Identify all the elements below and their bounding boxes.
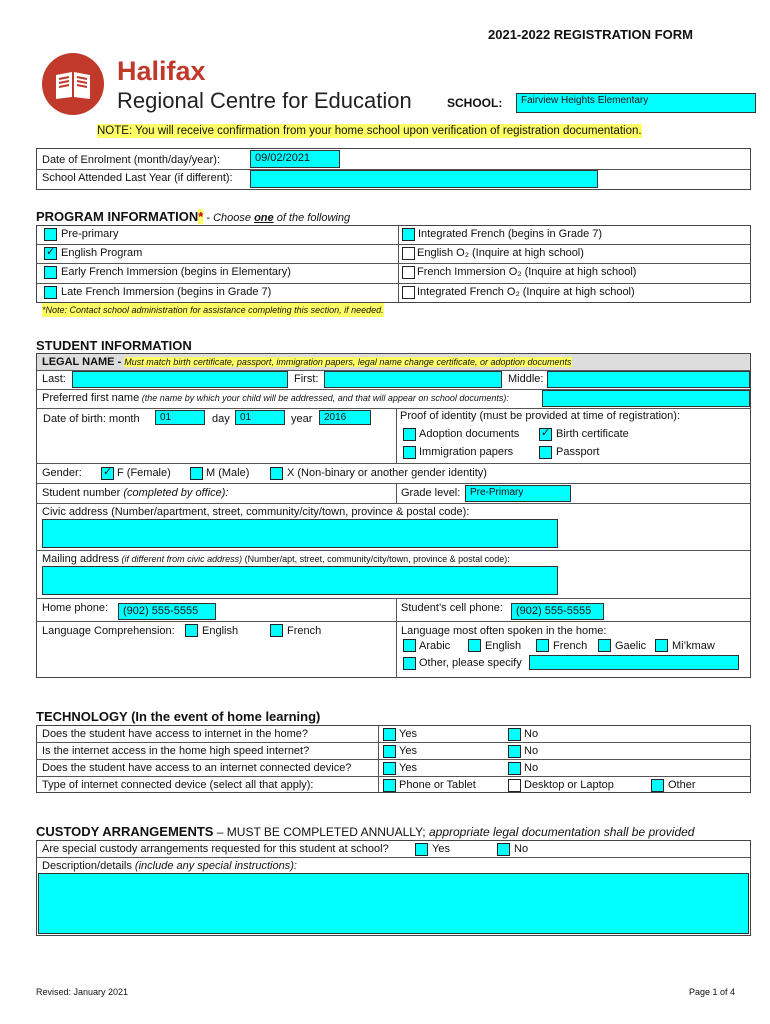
tech-q3-no-label: No: [524, 762, 539, 774]
tech-q3-yes-label: Yes: [399, 762, 417, 774]
gender-male-checkbox[interactable]: [190, 467, 203, 480]
revised-date: Revised: January 2021: [36, 987, 129, 997]
spoken-french-label: French: [553, 640, 588, 652]
early-french-label: Early French Immersion (begins in Elementary): [61, 266, 291, 278]
civic-label: Civic address (Number/apartment, street, community/city/town, province & postal code):: [42, 506, 470, 518]
integrated-french-label: Integrated French (begins in Grade 7): [418, 228, 603, 240]
tech-phone-label: Phone or Tablet: [399, 779, 476, 791]
cell-phone-label: Student’s cell phone:: [401, 602, 503, 614]
custody-heading: CUSTODY ARRANGEMENTS – MUST BE COMPLETED ANNUALLY; appropriate legal documentation shall be provided: [36, 824, 695, 839]
immigration-checkbox[interactable]: [403, 446, 416, 459]
integrated-french-checkbox[interactable]: [402, 228, 415, 241]
spoken-french-checkbox[interactable]: [536, 639, 549, 652]
tech-q3-no-checkbox[interactable]: [508, 762, 521, 775]
immigration-label: Immigration papers: [419, 446, 514, 458]
tech-q2-no-checkbox[interactable]: [508, 745, 521, 758]
integrated-french-o2-label: Integrated French O₂ (Inquire at high school): [417, 286, 635, 298]
birth-cert-label: Birth certificate: [556, 428, 629, 440]
logo-subtitle: Regional Centre for Education: [117, 88, 412, 113]
note-confirmation: NOTE: You will receive confirmation from your home school upon verification of registration documentation.: [97, 125, 642, 137]
dob-year-field[interactable]: 2016: [319, 410, 371, 425]
grade-label: Grade level:: [401, 487, 461, 499]
school-label: SCHOOL:: [447, 96, 503, 110]
tech-phone-checkbox[interactable]: [383, 779, 396, 792]
dob-label: Date of birth: month: [43, 413, 140, 425]
spoken-english-label: English: [485, 640, 522, 652]
cell-phone-field[interactable]: (902) 555-5555: [511, 603, 604, 620]
spoken-arabic-label: Arabic: [419, 640, 451, 652]
page-number: Page 1 of 4: [689, 987, 736, 997]
gender-x-label: X (Non-binary or another gender identity): [287, 467, 487, 479]
comprehension-english-label: English: [202, 625, 239, 637]
passport-label: Passport: [556, 446, 600, 458]
legal-name-label: LEGAL NAME - Must match birth certificate, passport, immigration papers, legal name change certificate, or adoption documents: [42, 356, 572, 368]
school-field[interactable]: Fairview Heights Elementary: [516, 93, 756, 113]
preferred-name-field[interactable]: [542, 390, 750, 407]
pre-primary-label: Pre-primary: [61, 228, 119, 240]
mailing-label: Mailing address (if different from civic address) (Number/apt, street, community/city/town, province & postal code):: [42, 553, 510, 565]
tech-q2-no-label: No: [524, 745, 539, 757]
comprehension-french-checkbox[interactable]: [270, 624, 283, 637]
last-school-label: School Attended Last Year (if different):: [42, 172, 233, 184]
first-name-label: First:: [294, 373, 319, 385]
last-school-field[interactable]: [250, 170, 598, 188]
tech-other-label: Other: [668, 779, 696, 791]
home-phone-field[interactable]: (902) 555-5555: [118, 603, 216, 620]
preferred-name-label: Preferred first name (the name by which your child will be addressed, and that will appear on school documents):: [42, 392, 509, 404]
french-immersion-o2-checkbox[interactable]: [402, 266, 415, 279]
custody-desc-label: Description/details (include any special instructions):: [42, 860, 297, 872]
civic-field[interactable]: [42, 519, 558, 548]
late-french-label: Late French Immersion (begins in Grade 7): [61, 286, 272, 298]
french-immersion-o2-label: French Immersion O₂ (Inquire at high school): [417, 266, 637, 278]
tech-q3: Does the student have access to an internet connected device?: [42, 762, 352, 774]
proof-label: Proof of identity (must be provided at time of registration):: [400, 410, 681, 422]
tech-q1-yes-label: Yes: [399, 728, 417, 740]
tech-q2-yes-label: Yes: [399, 745, 417, 757]
tech-q1-no-checkbox[interactable]: [508, 728, 521, 741]
middle-name-field[interactable]: [547, 371, 750, 388]
tech-other-checkbox[interactable]: [651, 779, 664, 792]
comprehension-label: Language Comprehension:: [42, 625, 175, 637]
spoken-mikmaw-label: Mi’kmaw: [672, 640, 715, 652]
dob-year-label: year: [291, 413, 313, 425]
gender-label: Gender:: [42, 467, 82, 479]
gender-female-checkbox[interactable]: [101, 467, 114, 480]
english-program-checkbox[interactable]: [44, 247, 57, 260]
dob-month-field[interactable]: 01: [155, 410, 205, 425]
student-heading: STUDENT INFORMATION: [36, 338, 192, 353]
english-o2-label: English O₂ (Inquire at high school): [417, 247, 584, 259]
first-name-field[interactable]: [324, 371, 502, 388]
student-number-label: Student number (completed by office):: [42, 487, 229, 499]
early-french-checkbox[interactable]: [44, 266, 57, 279]
gender-male-label: M (Male): [206, 467, 250, 479]
book-icon: [42, 53, 104, 115]
grade-field[interactable]: Pre-Primary: [465, 485, 571, 502]
tech-q3-yes-checkbox[interactable]: [383, 762, 396, 775]
custody-no-label: No: [514, 843, 529, 855]
home-phone-label: Home phone:: [42, 602, 109, 614]
comprehension-french-label: French: [287, 625, 322, 637]
custody-question: Are special custody arrangements requested for this student at school?: [42, 843, 389, 855]
spoken-arabic-checkbox[interactable]: [403, 639, 416, 652]
tech-q2-yes-checkbox[interactable]: [383, 745, 396, 758]
english-program-label: English Program: [61, 247, 143, 259]
tech-desktop-checkbox[interactable]: [508, 779, 521, 792]
gender-x-checkbox[interactable]: [270, 467, 283, 480]
adoption-checkbox[interactable]: [403, 428, 416, 441]
late-french-checkbox[interactable]: [44, 286, 57, 299]
enrolment-date-label: Date of Enrolment (month/day/year):: [42, 154, 220, 166]
pre-primary-checkbox[interactable]: [44, 228, 57, 241]
spoken-other-label: Other, please specify: [419, 657, 522, 669]
custody-no-checkbox[interactable]: [497, 843, 510, 856]
spoken-mikmaw-checkbox[interactable]: [655, 639, 668, 652]
dob-day-label: day: [212, 413, 230, 425]
spoken-label: Language most often spoken in the home:: [401, 625, 607, 637]
tech-q2: Is the internet access in the home high speed internet?: [42, 745, 310, 757]
tech-q1-no-label: No: [524, 728, 539, 740]
tech-q4: Type of internet connected device (select all that apply):: [42, 779, 314, 791]
spoken-other-checkbox[interactable]: [403, 657, 416, 670]
enrolment-date-field[interactable]: 09/02/2021: [250, 150, 340, 168]
mailing-field[interactable]: [42, 566, 558, 595]
last-name-field[interactable]: [72, 371, 288, 388]
adoption-label: Adoption documents: [419, 428, 520, 440]
birth-cert-checkbox[interactable]: [539, 428, 552, 441]
middle-name-label: Middle:: [508, 373, 544, 385]
dob-day-field[interactable]: 01: [235, 410, 285, 425]
spoken-other-field[interactable]: [529, 655, 739, 670]
tech-q1: Does the student have access to internet in the home?: [42, 728, 308, 740]
passport-checkbox[interactable]: [539, 446, 552, 459]
program-heading: PROGRAM INFORMATION* - Choose one of the following: [36, 209, 351, 224]
last-name-label: Last:: [42, 373, 66, 385]
technology-heading: TECHNOLOGY (In the event of home learning): [36, 709, 321, 724]
gender-female-label: F (Female): [117, 467, 171, 479]
logo-halifax: Halifax: [117, 56, 206, 86]
integrated-french-o2-checkbox[interactable]: [402, 286, 415, 299]
custody-yes-label: Yes: [432, 843, 450, 855]
spoken-gaelic-label: Gaelic: [615, 640, 647, 652]
program-note: *Note: Contact school administration for assistance completing this section, if needed.: [42, 305, 384, 315]
english-o2-checkbox[interactable]: [402, 247, 415, 260]
tech-q1-yes-checkbox[interactable]: [383, 728, 396, 741]
spoken-gaelic-checkbox[interactable]: [598, 639, 611, 652]
custody-desc-field[interactable]: [38, 873, 749, 934]
spoken-english-checkbox[interactable]: [468, 639, 481, 652]
custody-yes-checkbox[interactable]: [415, 843, 428, 856]
form-title: 2021-2022 REGISTRATION FORM: [488, 27, 693, 42]
comprehension-english-checkbox[interactable]: [185, 624, 198, 637]
tech-desktop-label: Desktop or Laptop: [524, 779, 614, 791]
